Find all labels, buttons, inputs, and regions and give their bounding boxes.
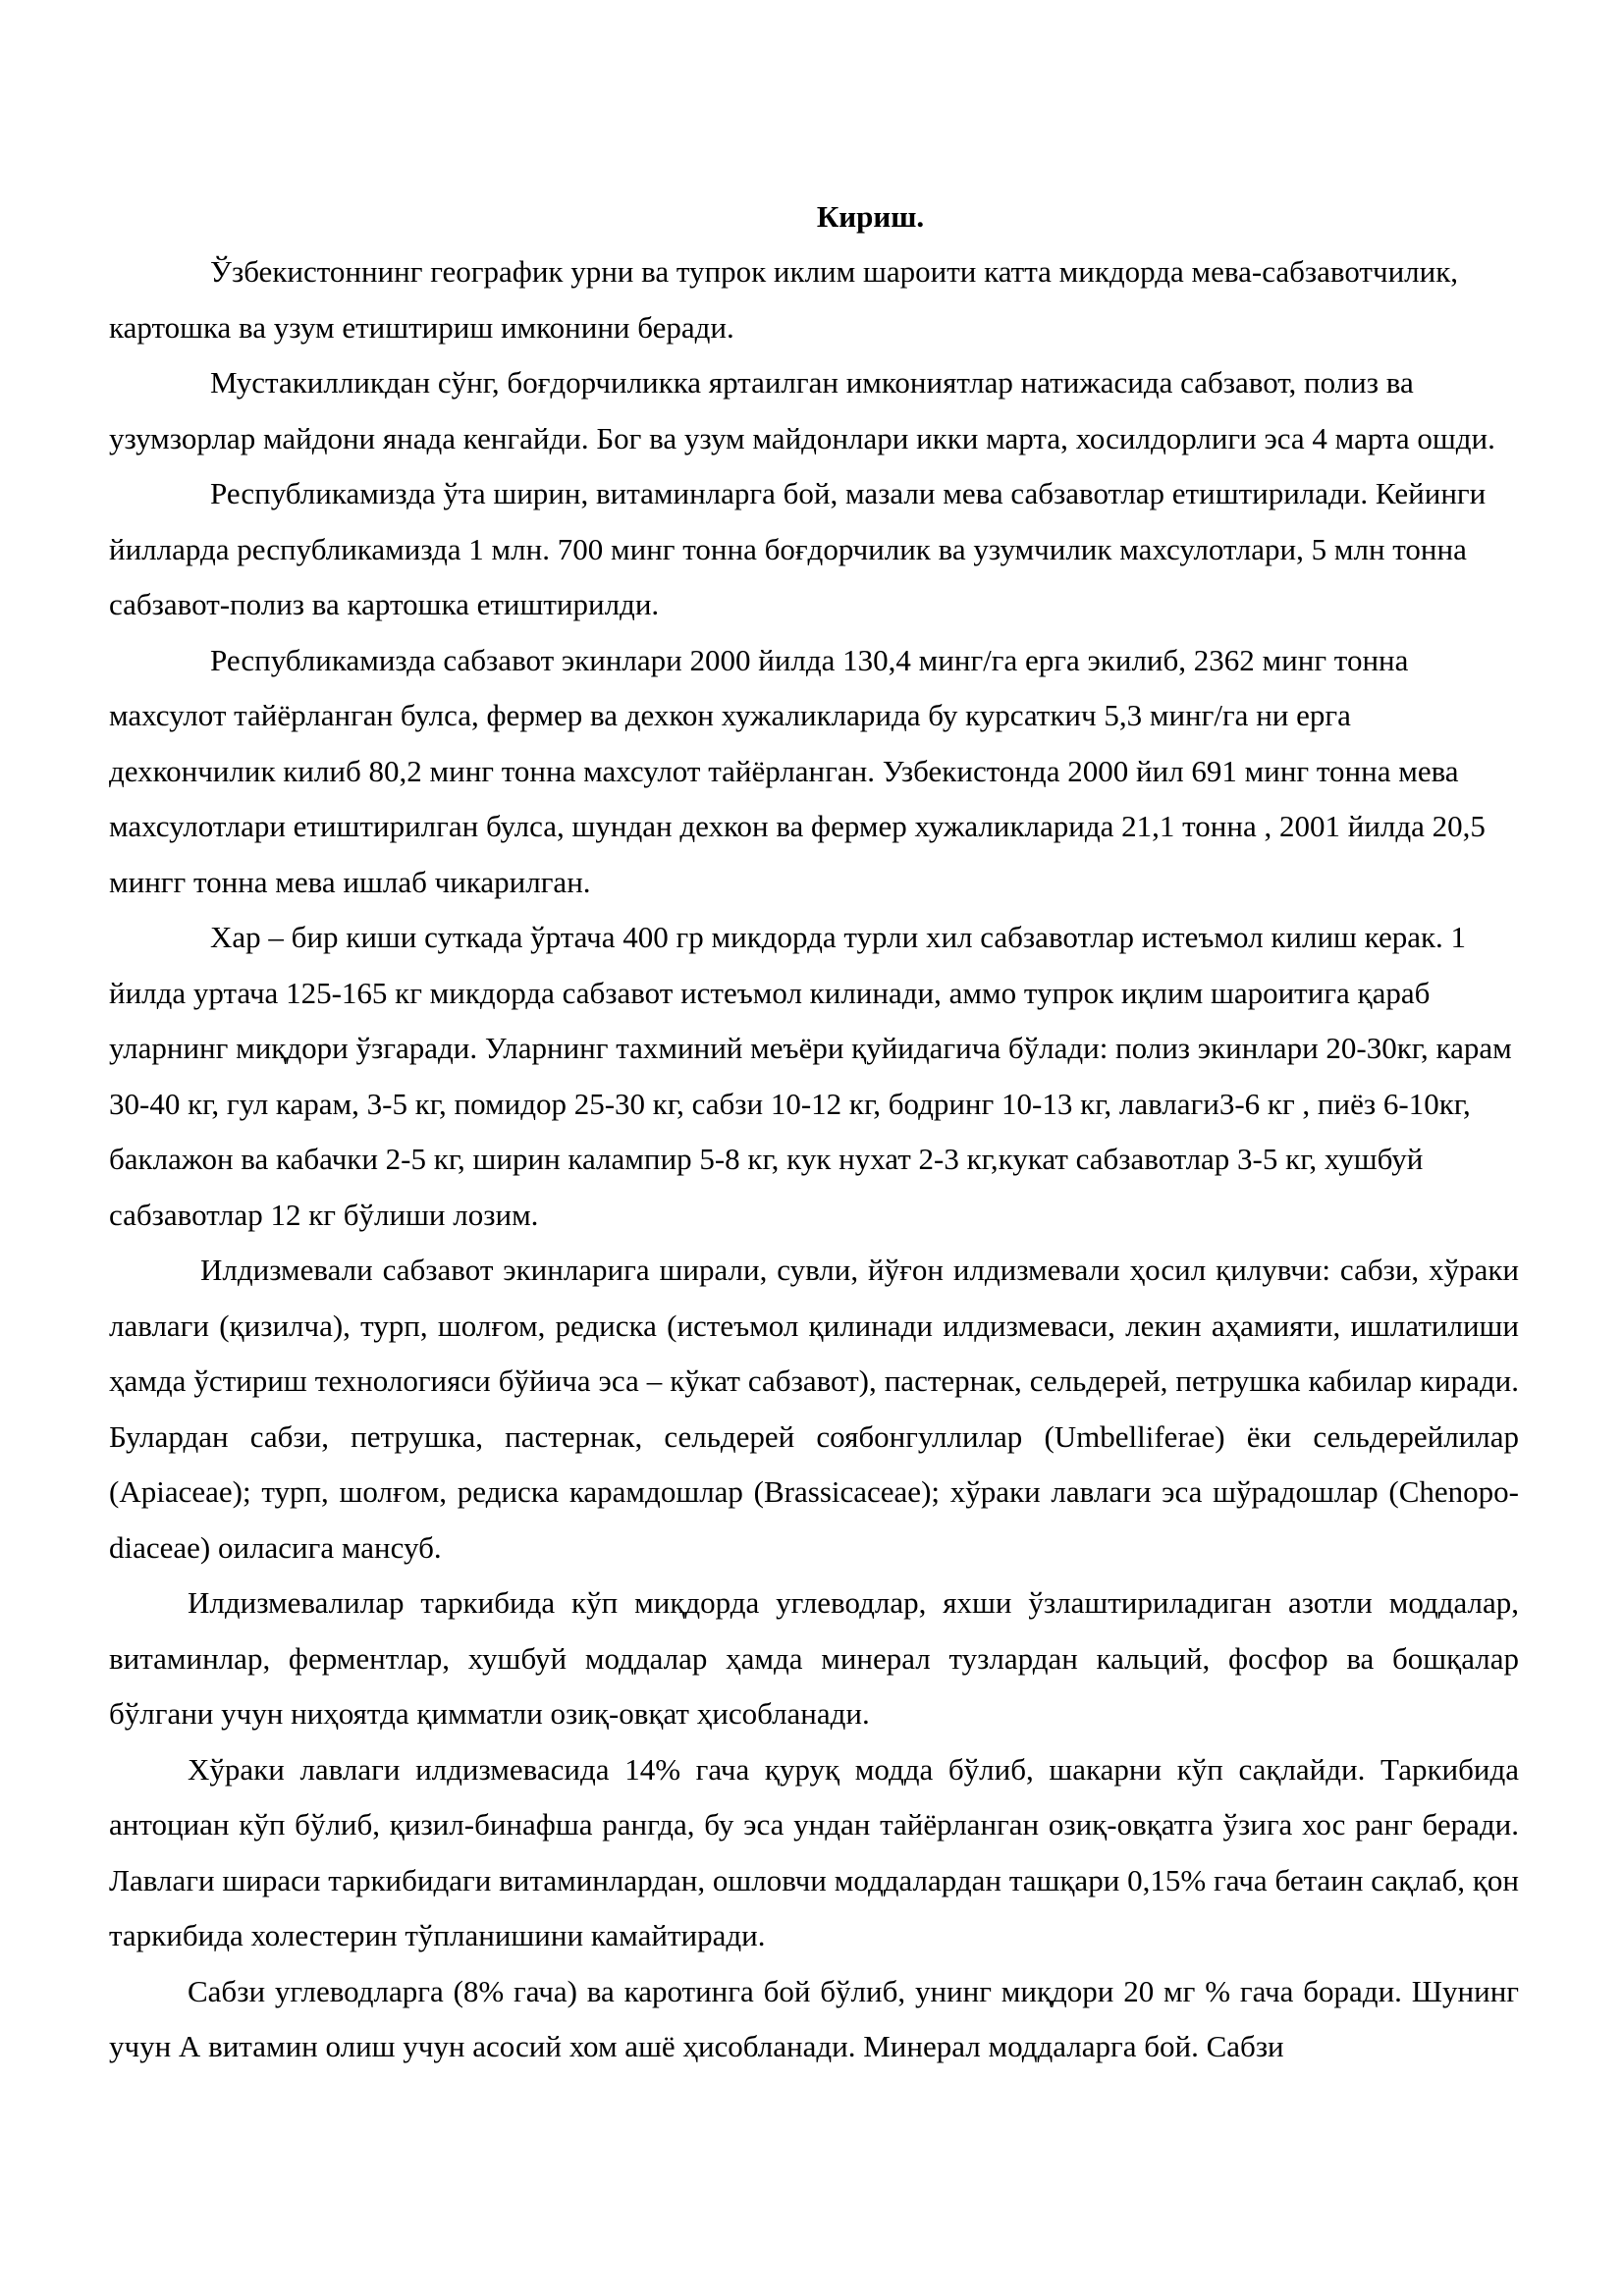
paragraph: Мустакилликдан сўнг, боғдорчиликка яртаилган имкониятлар натижасида сабзавот, полиз ва узумзорлар майдони янада кенгайди. Бог ва узум майдонлари икки марта, хосилдорлиги эса 4 марта ошди.	[109, 365, 1495, 455]
document-title: Кириш.	[816, 199, 925, 234]
paragraph: Республикамизда сабзавот экинлари 2000 йилда 130,4 минг/га ерга экилиб, 2362 минг тонна махсулот тайёрланган булса, фермер ва дехкон хужаликларида бу курсаткич 5,3 минг/га ни ерга дехкончилик килиб 80,2 минг тонна махсулот тайёрланган. Узбекистонда 2000 йил 691 минг тонна мева махсулотлари етиштирилган булса, шундан дехкон ва фермер хужаликларида 21,1 тонна , 2001 йилда 20,5 мингг тонна мева ишлаб чикарилган.	[109, 642, 1486, 899]
paragraph: Илдизмевали сабзавот экинларига ширали, сувли, йўғон илдизмевали ҳосил қилувчи: сабзи, хўраки лавлаги (қизилча), турп, шолғом, редиска (истеъмол қилинади илдизмеваси, лекин аҳамияти, ишлатилиши ҳамда ўстириш технологияси бўйича эса – кўкат сабзавот), пастернак, сельдерей, петрушка кабилар киради. Булардан сабзи, петрушка, пастернак, сельдерей соябонгуллилар (Umbelliferae) ёки сельдерейлилар (Apiaceae); турп, шолғом, редиска карамдошлар (Brassicaceae); хўраки лавлаги эса шўрадошлар (Chenopo-diaceae) оиласига мансуб.	[109, 1253, 1519, 1565]
paragraph: Илдизмевалилар таркибида кўп миқдорда углеводлар, яхши ўзлаштириладиган азотли моддалар, витаминлар, ферментлар, хушбуй моддалар ҳамда минерал тузлардан кальций, фосфор ва бошқалар бўлгани учун ниҳоятда қимматли озиқ-овқат ҳисобланади.	[109, 1585, 1519, 1731]
document-body	[109, 244, 1519, 2075]
paragraph: Сабзи углеводларга (8% гача) ва каротинга бой бўлиб, унинг миқдори 20 мг % гача боради. Шунинг учун А витамин олиш учун асосий хом ашё ҳисобланади. Минерал моддаларга бой. Сабзи	[109, 1973, 1519, 2063]
paragraph: Республикамизда ўта ширин, витаминларга бой, мазали мева сабзавотлар етиштирилади. Кейинги йилларда республикамизда 1 млн. 700 минг тонна боғдорчилик ва узумчилик махсулотлари, 5 млн тонна сабзавот-полиз ва картошка етиштирилди.	[109, 476, 1487, 621]
paragraph: Хар – бир киши суткада ўртача 400 гр микдорда турли хил сабзавотлар истеъмол килиш керак. 1 йилда уртача 125-165 кг микдорда сабзавот истеъмол килинади, аммо тупрок иқлим шароитига қараб уларнинг миқдори ўзгаради. Уларнинг тахминий меъёри қуйидагича бўлади: полиз экинлари 20-30кг, карам 30-40 кг, гул карам, 3-5 кг, помидор 25-30 кг, сабзи 10-12 кг, бодринг 10-13 кг, лавлаги3-6 кг , пиёз 6-10кг, баклажон ва кабачки 2-5 кг, ширин калампир 5-8 кг, кук нухат 2-3 кг,кукат сабзавотлар 3-5 кг, хушбуй сабзавотлар 12 кг бўлиши лозим.	[109, 920, 1512, 1232]
paragraph: Хўраки лавлаги илдизмевасида 14% гача қуруқ модда бўлиб, шакарни кўп сақлайди. Таркибида антоциан кўп бўлиб, қизил-бинафша рангда, бу эса ундан тайёрланган озиқ-овқатга ўзига хос ранг беради. Лавлаги шираси таркибидаги витаминлардан, ошловчи моддалардан ташқари 0,15% гача бетаин сақлаб, қон таркибида холестерин тўпланишини камайтиради.	[109, 1751, 1519, 1952]
paragraph: Ўзбекистоннинг географик урни ва тупрок иклим шароити катта микдорда мева-сабзавотчилик, картошка ва узум етиштириш имконини беради.	[109, 254, 1459, 345]
